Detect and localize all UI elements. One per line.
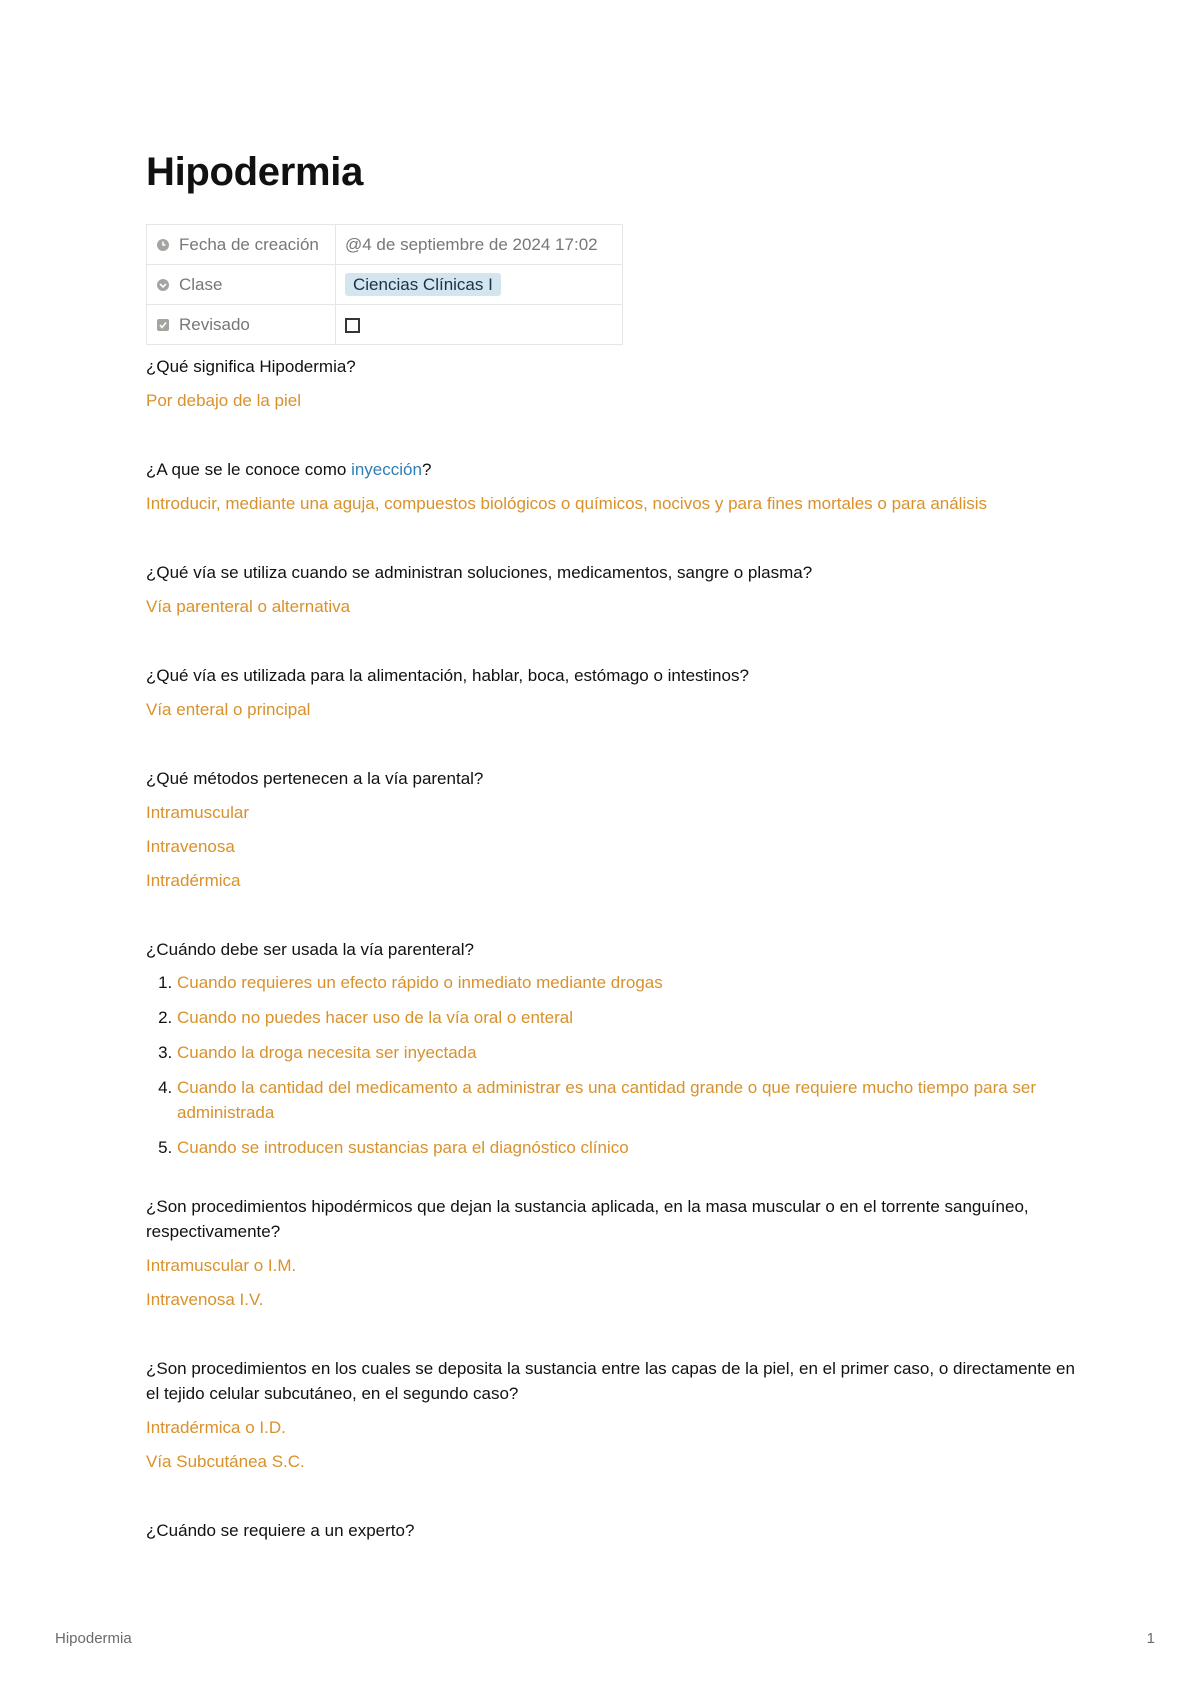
answer: Intravenosa I.V. — [146, 1290, 264, 1309]
qa-block — [146, 354, 1076, 413]
page-title: Hipodermia — [146, 150, 364, 194]
property-value-cell[interactable] — [336, 265, 623, 305]
question: ¿Qué métodos pertenecen a la vía parental? — [146, 769, 484, 788]
class-tag[interactable]: Ciencias Clínicas I — [345, 273, 501, 296]
property-row-clase — [147, 265, 623, 305]
qa-block — [146, 937, 1076, 1160]
answer-list — [146, 970, 1076, 1160]
question: ¿Son procedimientos hipodérmicos que dejan la sustancia aplicada, en la masa muscular o en el torrente sanguíneo, respectivamente? — [146, 1197, 1029, 1241]
answer: Cuando se introducen sustancias para el diagnóstico clínico — [177, 1138, 629, 1157]
answer: Cuando no puedes hacer uso de la vía oral o enteral — [177, 1008, 573, 1027]
question: ¿Qué vía se utiliza cuando se administran soluciones, medicamentos, sangre o plasma? — [146, 563, 813, 582]
answer: Intramuscular o I.M. — [146, 1256, 297, 1275]
answer: Intravenosa — [146, 837, 235, 856]
question: ¿Cuándo se requiere a un experto? — [146, 1521, 415, 1540]
question: ¿Cuándo debe ser usada la vía parenteral? — [146, 940, 474, 959]
property-row-created — [147, 225, 623, 265]
answer: Por debajo de la piel — [146, 391, 302, 410]
list-item — [177, 1040, 1076, 1065]
answer: Cuando la droga necesita ser inyectada — [177, 1043, 477, 1062]
answer: Introducir, mediante una aguja, compuestos biológicos o químicos, nocivos y para fines mortales o para análisis — [146, 494, 988, 513]
clock-icon — [156, 238, 170, 252]
checkbox-property-icon — [156, 318, 170, 332]
footer-title: Hipodermia — [55, 1630, 132, 1647]
list-item — [177, 1075, 1076, 1125]
property-name-cell — [147, 305, 336, 345]
select-icon — [156, 278, 170, 292]
property-name: Clase — [179, 274, 223, 294]
footer-page-number: 1 — [1146, 1630, 1155, 1647]
revisado-checkbox[interactable] — [345, 318, 360, 333]
question: ¿Son procedimientos en los cuales se deposita la sustancia entre las capas de la piel, en el primer caso, o directamente en el tejido celular subcutáneo, en el segundo caso? — [146, 1359, 1075, 1403]
answer: Cuando requieres un efecto rápido o inmediato mediante drogas — [177, 973, 663, 992]
property-name-cell — [147, 265, 336, 305]
qa-block — [146, 560, 1076, 619]
properties-table — [146, 224, 623, 345]
answer: Cuando la cantidad del medicamento a administrar es una cantidad grande o que requiere mucho tiempo para ser administrada — [177, 1078, 1037, 1122]
list-item — [177, 970, 1076, 995]
answer: Vía parenteral o alternativa — [146, 597, 351, 616]
answer: Vía enteral o principal — [146, 700, 311, 719]
question-text: ? — [421, 460, 432, 479]
qa-block — [146, 1518, 1076, 1543]
list-item — [177, 1135, 1076, 1160]
question-text: ¿A que se le conoce como — [146, 460, 352, 479]
property-name: Revisado — [179, 314, 250, 334]
qa-block — [146, 1194, 1076, 1312]
created-date: @4 de septiembre de 2024 17:02 — [345, 234, 598, 254]
property-name-cell — [147, 225, 336, 265]
answer: Intradérmica — [146, 871, 241, 890]
qa-block — [146, 1356, 1076, 1474]
property-row-revisado — [147, 305, 623, 345]
property-value-cell — [336, 305, 623, 345]
qa-block — [146, 663, 1076, 722]
qa-block — [146, 457, 1076, 516]
page-content — [146, 145, 1076, 1543]
question: ¿Qué vía es utilizada para la alimentación, hablar, boca, estómago o intestinos? — [146, 666, 749, 685]
answer: Intramuscular — [146, 803, 249, 822]
property-value-cell[interactable] — [336, 225, 623, 265]
inyeccion-link[interactable]: inyección — [351, 460, 422, 479]
answer: Vía Subcutánea S.C. — [146, 1452, 305, 1471]
question — [146, 457, 1076, 482]
answer: Intradérmica o I.D. — [146, 1418, 286, 1437]
list-item — [177, 1005, 1076, 1030]
question: ¿Qué significa Hipodermia? — [146, 357, 356, 376]
property-name: Fecha de creación — [179, 234, 319, 254]
qa-block — [146, 766, 1076, 893]
